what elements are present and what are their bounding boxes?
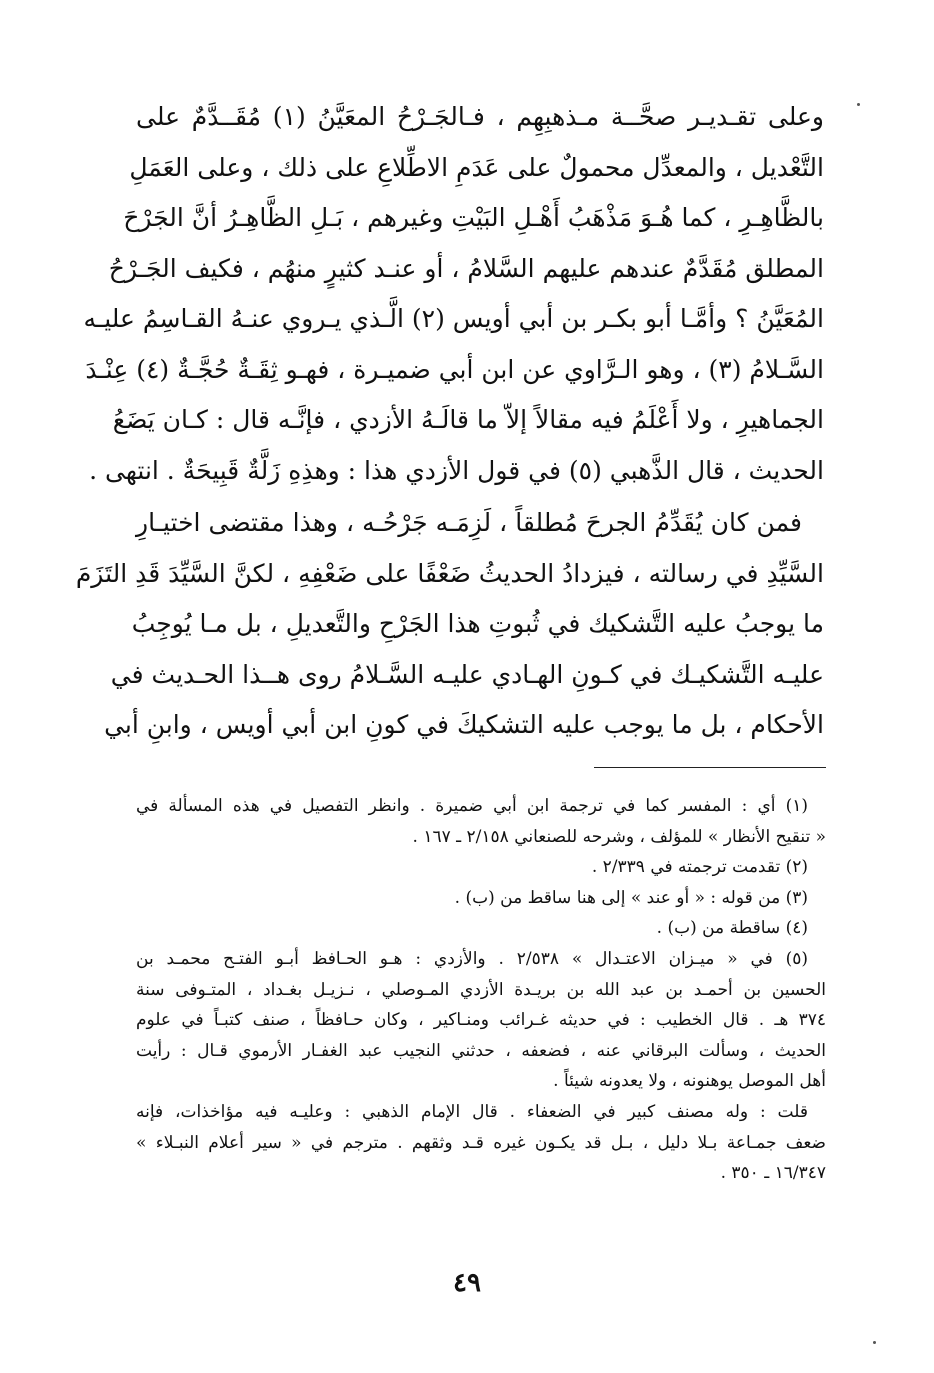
footnote-separator bbox=[594, 767, 826, 768]
footnote-1-line: (١) أي : المفسر كما في ترجمة ابن أبي ضميرة . وانظر التفصيل في هذه المسألة في bbox=[136, 796, 808, 816]
footnote-4: (٤) ساقطة من (ب) . bbox=[656, 918, 808, 939]
main-text bbox=[75, 92, 824, 751]
text-line: الأحكام ، بل ما يوجب عليه التشكيكَ في كونِ ابن أبي أويس ، وابنِ أبي bbox=[104, 710, 824, 739]
footnote-5-line: (٥) في « ميـزان الاعتـدال » ٢/٥٣٨ . والأزدي : هـو الحـافظ أبـو الفتـح محمـد بن bbox=[136, 948, 808, 969]
scan-speck bbox=[873, 1341, 876, 1344]
text-line: بالظَّاهِـرِ ، كما هُـوَ مَذْهَبُ أَهْـلِ البَيْتِ وغيرهم ، بَـلِ الظَّاهِـرُ أنَّ الجَرْحَ bbox=[123, 203, 824, 232]
text-line: الجماهيرِ ، ولا أَعْلَمُ فيه مقالاً إلاّ ما قالَـهُ الأزدي ، فإنَّـه قال : كـان يَضَعُ bbox=[112, 405, 824, 434]
scan-speck bbox=[857, 103, 860, 106]
footnote-3: (٣) من قوله : « أو عند » إلى هنا ساقط من (ب) . bbox=[454, 887, 808, 908]
text-line: المطلق مُقَدَّمٌ عندهم عليهم السَّلامُ ، أو عنـد كثيرٍ منهُم ، فكيف الجَـرْحُ bbox=[108, 253, 824, 283]
text-line: السَّـلامُ (٣) ، وهو الـرَّاوي عن ابن أبي ضميـرة ، فهـو ثِقَـةٌ حُجَّـةٌ (٤) عِنْـدَ bbox=[85, 354, 824, 384]
text-line: المُعَيَّنُ ؟ وأمَّـا أبو بكـر بن أبي أويس (٢) الَّـذي يـروي عنـهُ القـاسِمُ عليـه bbox=[83, 304, 824, 333]
text-line: التَّعْديل ، والمعدِّل محمولٌ على عَدَمِ الاطِّلاعِ على ذلك ، وعلى العَمَلِ bbox=[129, 152, 824, 182]
text-line: وعلى تقـديـر صحَّــة مـذهبِهِم ، فـالجَـرْحُ المعَيَّنُ (١) مُقَــدَّمٌ على bbox=[136, 102, 824, 131]
text-line: فمن كان يُقَدِّمُ الجرحَ مُطلقاً ، لَزِمَـه جَرْحُـه ، وهذا مقتضى اختيـارِ bbox=[136, 508, 802, 537]
text-line: عليـه التَّشكيـك في كـونِ الهـادي عليـه السَّـلامُ روى هــذا الحـديث في bbox=[110, 659, 824, 689]
footnote-5-comment-line: قلت : وله مصنف كبير في الضعفاء . قال الإمام الذهبي : وعليـه فيه مؤاخذات، فإنه bbox=[136, 1101, 808, 1122]
footnote-5-line: الحديث ، وسألت البرقاني عنه ، فضعفه ، حدثني النجيب عبد الغفـار الأرموي قـال : رأيت bbox=[136, 1040, 826, 1061]
footnote-5-line: أهل الموصل يوهنونه ، ولا يعدونه شيئاً . bbox=[553, 1071, 826, 1092]
footnotes bbox=[136, 791, 826, 1189]
footnote-2: (٢) تقدمت ترجمته في ٢/٣٣٩ . bbox=[591, 857, 808, 878]
footnote-5-comment-line: ١٦/٣٤٧ ـ ٣٥٠ . bbox=[720, 1163, 826, 1184]
text-line: الحديث ، قال الذَّهبي (٥) في قول الأزدي هذا : وهذِهِ زَلَّةٌ قَبِيحَةٌ . انتهى . bbox=[89, 455, 824, 485]
footnote-1-line: « تنقيح الأنظار » للمؤلف ، وشرحه للصنعاني ٢/١٥٨ ـ ١٦٧ . bbox=[412, 826, 826, 847]
text-line: ما يوجبُ عليه التَّشكيك في ثُبوتِ هذا الجَرْحِ والتَّعديلِ ، بل مـا يُوجِبُ bbox=[131, 609, 824, 638]
text-line: السَّيِّدِ في رسالته ، فيزدادُ الحديثُ ضَعْفًا على ضَعْفِهِ ، لكنَّ السَّيِّدَ قَدِ التَزَمَ bbox=[75, 558, 824, 588]
page-number: ٤٩ bbox=[453, 1268, 481, 1298]
footnote-5-comment-line: ضعف جمـاعة بـلا دليل ، بـل قد يكـون غيره قـد وثقهم . مترجم في « سير أعلام النبـلاء » bbox=[136, 1132, 826, 1153]
footnote-5-line: الحسين بن أحمـد بن عبد الله بن بريـدة الأزدي المـوصلي ، نـزيـل بغـداد ، المتـوفى سنة bbox=[136, 979, 826, 1000]
footnote-5-line: ٣٧٤ هـ . قال الخطيب : في حديثه غـرائب ومنـاكير ، وكان حـافظاً ، صنف كتبـاً في علوم bbox=[136, 1010, 826, 1031]
